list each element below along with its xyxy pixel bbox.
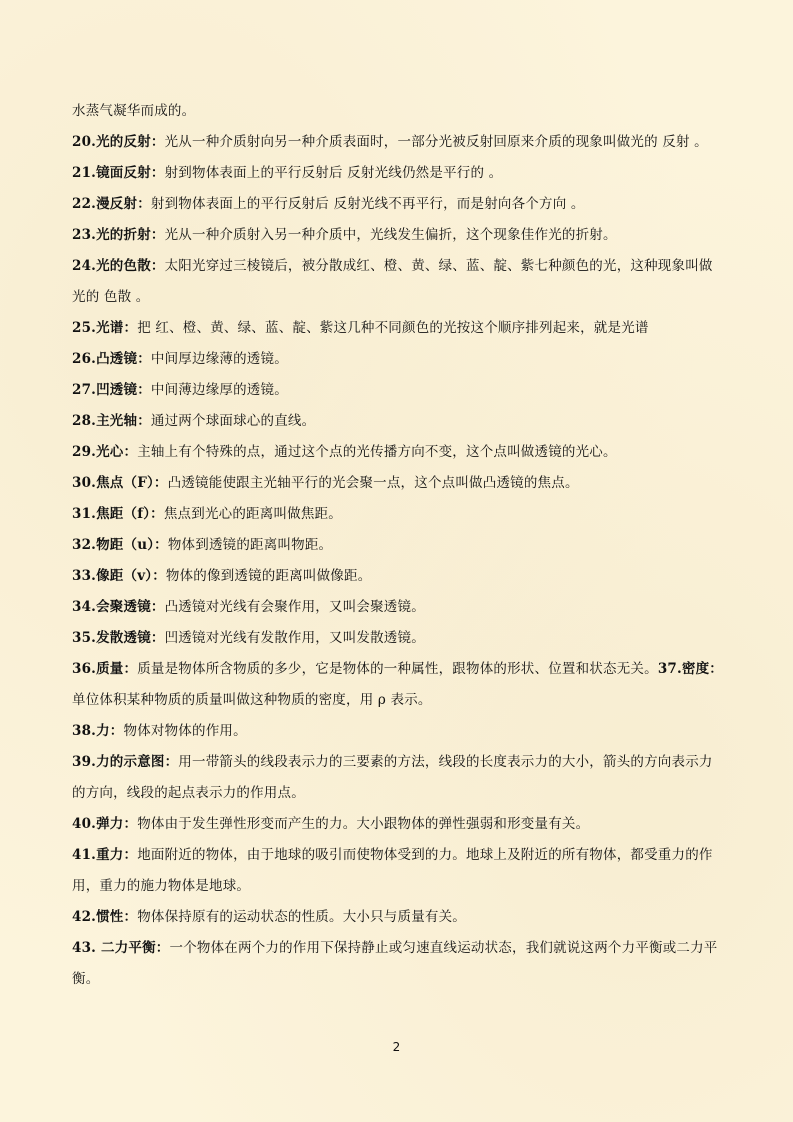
text-line: 光的 色散 。 xyxy=(72,289,150,305)
definition-30: 30.焦点（F）：凸透镜能使跟主光轴平行的光会聚一点，这个点叫做凸透镜的焦点。 xyxy=(72,475,579,491)
definition-21: 21.镜面反射：射到物体表面上的平行反射后 反射光线仍然是平行的 。 xyxy=(72,165,503,181)
definition-38: 38.力：物体对物体的作用。 xyxy=(72,723,247,739)
definition-39: 39.力的示意图：用一带箭头的线段表示力的三要素的方法，线段的长度表示力的大小，箭头的方向表示力 xyxy=(72,754,713,770)
definition-33: 33.像距（v）：物体的像到透镜的距离叫做像距。 xyxy=(72,568,372,584)
definition-42: 42.惯性：物体保持原有的运动状态的性质。大小只与质量有关。 xyxy=(72,909,467,925)
definition-22: 22.漫反射：射到物体表面上的平行反射后 反射光线不再平行，而是射向各个方向 。 xyxy=(72,196,585,212)
definition-23: 23.光的折射：光从一种介质射入另一种介质中，光线发生偏折，这个现象佳作光的折射。 xyxy=(72,227,617,243)
definition-29: 29.光心：主轴上有个特殊的点，通过这个点的光传播方向不变，这个点叫做透镜的光心。 xyxy=(72,444,617,460)
page-number: 2 xyxy=(392,1040,401,1054)
definition-27: 27.凹透镜：中间薄边缘厚的透镜。 xyxy=(72,382,288,398)
definition-25: 25.光谱：把 红、橙、黄、绿、蓝、靛、紫这几种不同颜色的光按这个顺序排列起来，就是光谱 xyxy=(72,320,649,336)
definition-34: 34.会聚透镜：凸透镜对光线有会聚作用，又叫会聚透镜。 xyxy=(72,599,425,615)
text-line: 用，重力的施力物体是地球。 xyxy=(72,878,251,894)
definition-24: 24.光的色散：太阳光穿过三棱镜后，被分散成红、橙、黄、绿、蓝、靛、紫七种颜色的光，这种现象叫做 xyxy=(72,258,713,274)
definition-35: 35.发散透镜：凹透镜对光线有发散作用，又叫发散透镜。 xyxy=(72,630,425,646)
text-line: 水蒸气凝华而成的。 xyxy=(72,103,196,119)
document-body xyxy=(72,96,722,995)
definition-31: 31.焦距（f）：焦点到光心的距离叫做焦距。 xyxy=(72,506,342,522)
definition-28: 28.主光轴：通过两个球面球心的直线。 xyxy=(72,413,316,429)
definition-43: 43. 二力平衡：一个物体在两个力的作用下保持静止或匀速直线运动状态，我们就说这两个力平衡或二力平 xyxy=(72,940,718,956)
definition-26: 26.凸透镜：中间厚边缘薄的透镜。 xyxy=(72,351,288,367)
definition-20: 20.光的反射：光从一种介质射向另一种介质表面时，一部分光被反射回原来介质的现象叫做光的 反射 。 xyxy=(72,134,708,150)
text-line: 衡。 xyxy=(72,971,100,987)
text-line: 的方向，线段的起点表示力的作用点。 xyxy=(72,785,305,801)
definition-36: 36.质量：质量是物体所含物质的多少，它是物体的一种属性，跟物体的形状、位置和状态无关。37.密度： xyxy=(72,661,724,677)
definition-37-body: 单位体积某种物质的质量叫做这种物质的密度，用 ρ 表示。 xyxy=(72,692,432,708)
definition-32: 32.物距（u）：物体到透镜的距离叫物距。 xyxy=(72,537,333,553)
definition-41: 41.重力：地面附近的物体，由于地球的吸引而使物体受到的力。地球上及附近的所有物体，都受重力的作 xyxy=(72,847,713,863)
definition-40: 40.弹力：物体由于发生弹性形变而产生的力。大小跟物体的弹性强弱和形变量有关。 xyxy=(72,816,590,832)
